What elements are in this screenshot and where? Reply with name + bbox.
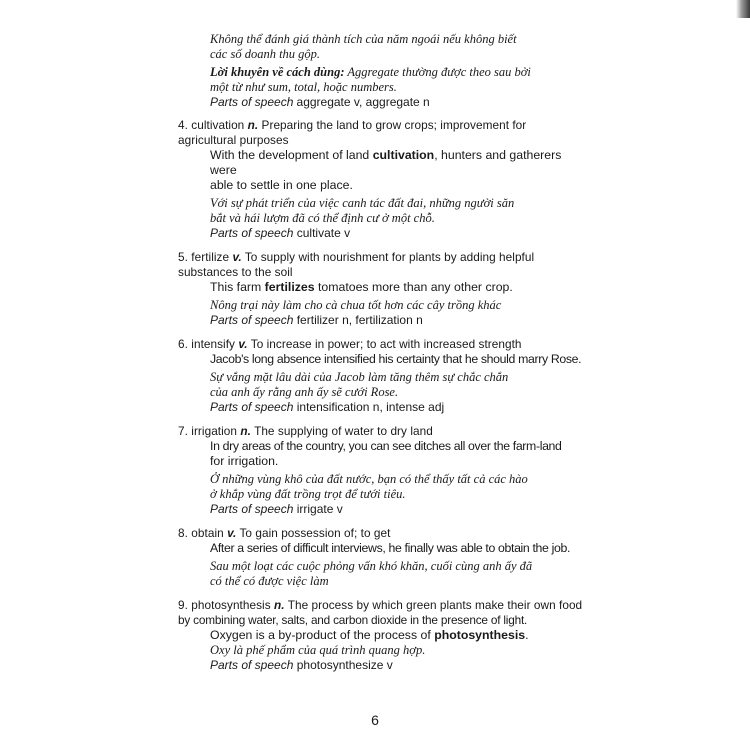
parts-of-speech-label: Parts of speech [210,313,294,327]
entry-pos: v. [238,337,248,351]
entry-pos: n. [247,118,259,132]
page-edge-shadow [736,0,750,18]
entry-pos: n. [274,598,285,612]
parts-of-speech-label: Parts of speech [210,400,294,414]
entry-definition [178,337,590,352]
example-sentence: able to settle in one place. [210,178,353,192]
parts-of-speech-forms: fertilizer n, fertilization n [293,313,423,327]
dictionary-page [178,32,590,673]
parts-of-speech-label: Parts of speech [210,658,294,672]
entry-word: irrigation [191,424,238,438]
page-number: 6 [371,712,379,728]
parts-of-speech-forms: photosynthesize v [293,658,393,672]
example-sentence [210,628,590,643]
definition-text: by combining water, salts, and carbon dioxide in the presence of light. [178,613,528,627]
entry-irrigation [178,424,590,517]
vietnamese-translation: có thể có được việc làm [210,574,329,588]
example-keyword: fertilizes [264,280,315,294]
entry-pos: v. [227,526,237,540]
example-text: With the development of land [210,148,373,162]
vietnamese-translation: Với sự phát triển của việc canh tác đất đai, những người săn [210,196,515,210]
parts-of-speech-forms: cultivate v [293,226,351,240]
vietnamese-translation: bắt và hái lượm đã có thể định cư ở một chỗ. [210,211,435,225]
entry-fertilize [178,250,590,328]
entry-word: obtain [191,526,224,540]
entry-word: fertilize [191,250,230,264]
parts-of-speech-forms: intensification n, intense adj [293,400,445,414]
example-sentence [210,148,590,178]
example-sentence: In dry areas of the country, you can see ditches all over the farm-land [210,439,562,453]
entry-word: photosynthesis [191,598,271,612]
entry-word: cultivation [191,118,245,132]
parts-of-speech [210,226,590,241]
example-sentence: After a series of difficult interviews, he finally was able to obtain the job. [210,541,571,555]
usage-advice-text: Aggregate thường được theo sau bởi [344,65,531,79]
parts-of-speech-forms: aggregate v, aggregate n [296,95,430,109]
entry-photosynthesis [178,598,590,673]
parts-of-speech [210,313,590,328]
vietnamese-translation: các số doanh thu gộp. [210,47,321,61]
vietnamese-translation: Sự vắng mặt lâu dài của Jacob làm tăng thêm sự chắc chắn [210,370,509,384]
vietnamese-translation: ở khắp vùng đất trồng trọt để tưới tiêu. [210,487,406,501]
vietnamese-translation: Không thể đánh giá thành tích của năm ngoái nếu không biết [210,32,517,46]
entry-word: intensify [191,337,236,351]
example-text: This farm [210,280,265,294]
parts-of-speech [210,502,590,517]
example-text: , hunters and gatherers were [210,148,562,177]
entry-pos: v. [232,250,242,264]
vietnamese-translation: Ở những vùng khô của đất nước, bạn có thể thấy tất cả các hào [210,472,528,486]
previous-entry-continuation [178,32,590,110]
entry-number: 9. [178,598,188,612]
definition-text: To supply with nourishment for plants by adding helpful [241,250,535,264]
definition-text: The supplying of water to dry land [250,424,433,438]
parts-of-speech [210,95,590,110]
entry-definition [178,424,590,439]
entry-intensify [178,337,590,415]
definition-text: agricultural purposes [178,133,289,147]
example-text: tomatoes more than any other crop. [314,280,513,294]
parts-of-speech-forms: irrigate v [293,502,343,516]
definition-text: substances to the soil [178,265,293,279]
entry-number: 6. [178,337,188,351]
vietnamese-translation: của anh ấy rằng anh ấy sẽ cưới Rose. [210,385,399,399]
parts-of-speech [210,400,590,415]
usage-advice-label: Lời khuyên về cách dùng: [210,65,345,79]
example-text: . [525,628,529,642]
parts-of-speech [210,658,590,673]
entry-number: 7. [178,424,188,438]
parts-of-speech-label: Parts of speech [210,502,294,516]
example-sentence: Jacob's long absence intensified his certainty that he should marry Rose. [210,352,582,366]
entry-definition [178,118,590,133]
vietnamese-translation: Oxy là phế phẩm của quá trình quang hợp. [210,643,426,657]
usage-advice [210,65,590,80]
entry-number: 8. [178,526,188,540]
entry-definition [178,250,590,265]
entry-pos: n. [240,424,251,438]
entry-number: 4. [178,118,188,132]
vietnamese-translation: Nông trại này làm cho cà chua tốt hơn các cây trồng khác [210,298,502,312]
usage-advice-text: một từ như sum, total, hoặc numbers. [210,80,397,94]
entry-number: 5. [178,250,188,264]
definition-text: To increase in power; to act with increased strength [247,337,522,351]
entry-definition [178,598,590,613]
example-sentence [210,280,590,295]
definition-text: Preparing the land to grow crops; improvement for [258,118,527,132]
entry-cultivation [178,118,590,241]
definition-text: The process by which green plants make their own food [284,598,583,612]
example-keyword: photosynthesis [434,628,526,642]
entry-definition [178,526,590,541]
vietnamese-translation: Sau một loạt các cuộc phỏng vấn khó khăn, cuối cùng anh ấy đã [210,559,533,573]
definition-text: To gain possession of; to get [236,526,391,540]
parts-of-speech-label: Parts of speech [210,95,294,109]
example-text: Oxygen is a by-product of the process of [210,628,435,642]
example-sentence: for irrigation. [210,454,279,468]
parts-of-speech-label: Parts of speech [210,226,294,240]
example-keyword: cultivation [372,148,435,162]
entry-obtain [178,526,590,589]
